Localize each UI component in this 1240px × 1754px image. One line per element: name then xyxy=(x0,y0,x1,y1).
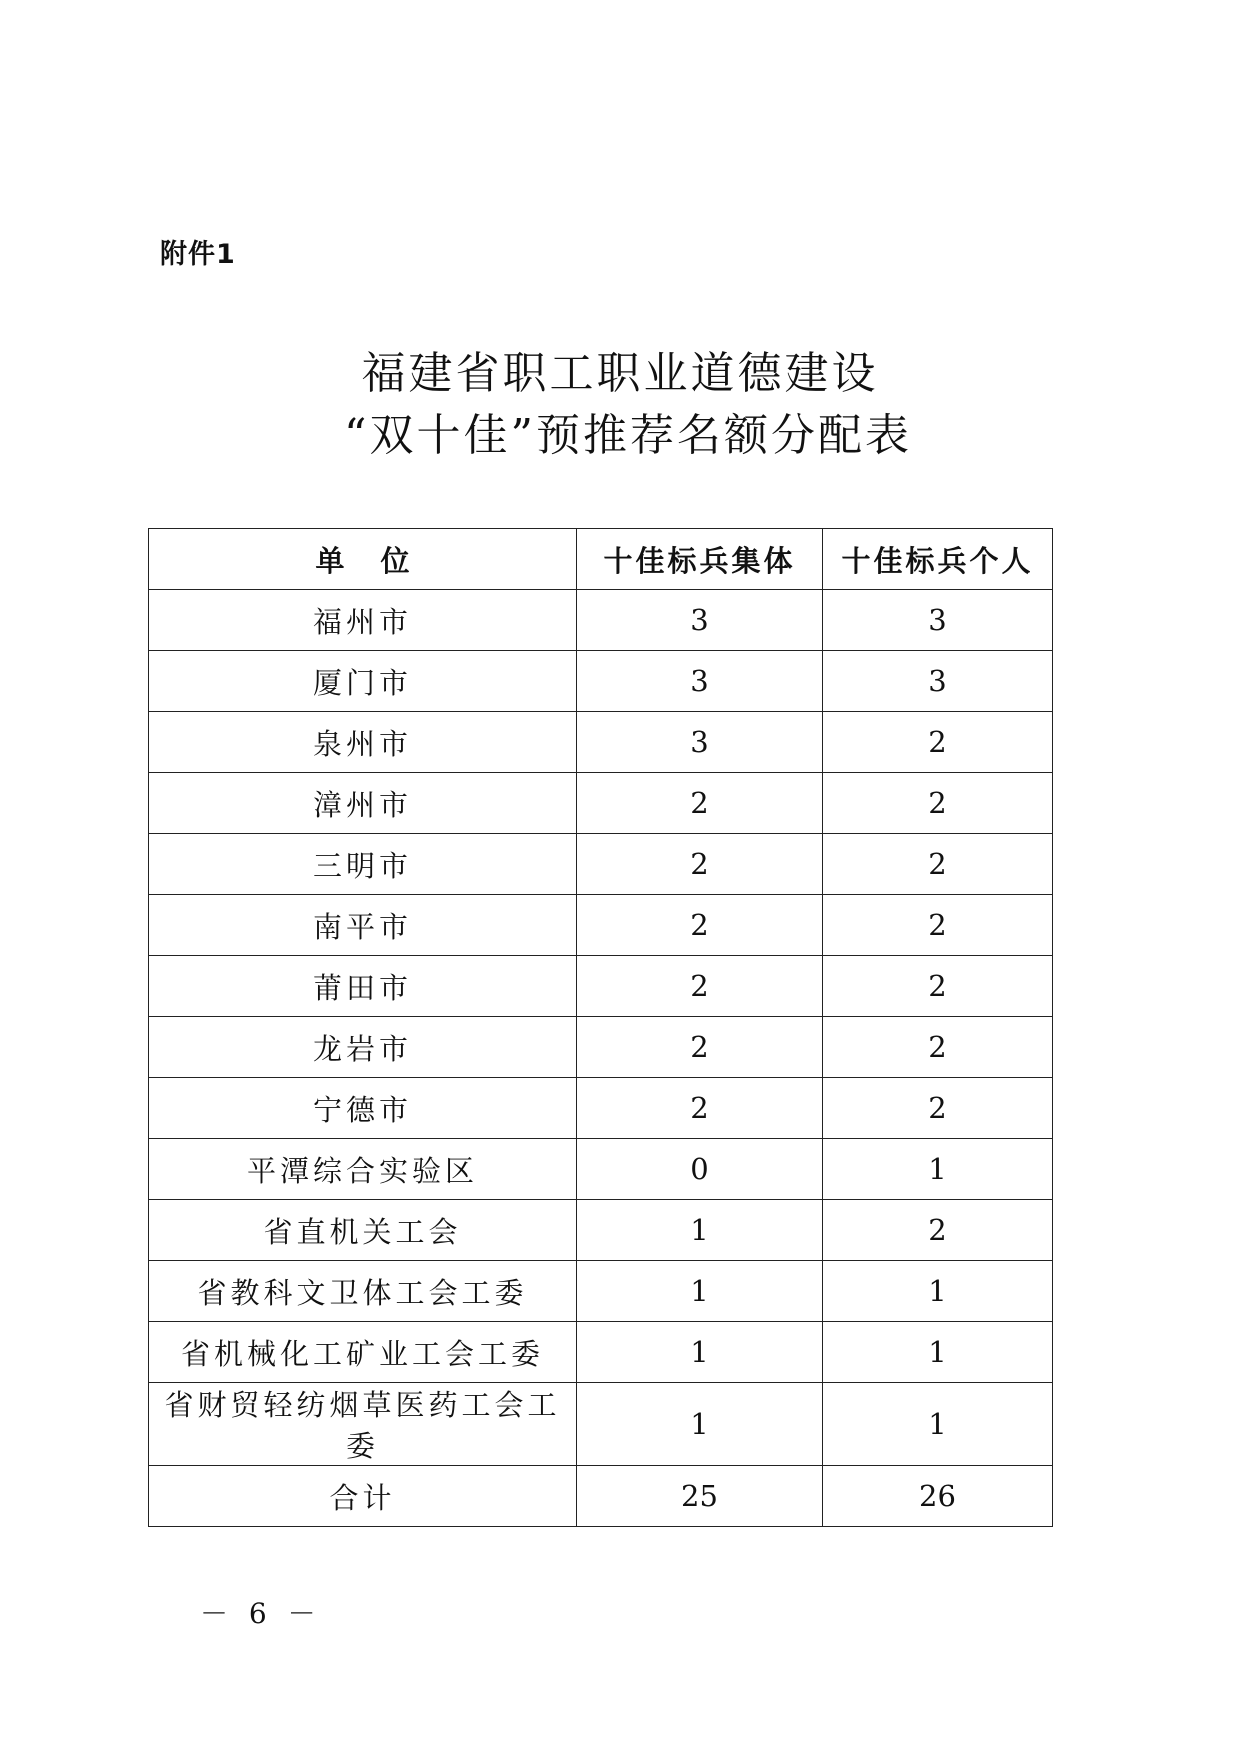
individual-cell: 2 xyxy=(823,712,1053,773)
total-individual-cell: 26 xyxy=(823,1466,1053,1527)
table-row xyxy=(149,712,1053,773)
table-row xyxy=(149,1322,1053,1383)
collective-cell: 1 xyxy=(577,1322,823,1383)
document-title-line2: “双十佳”预推荐名额分配表 xyxy=(344,410,912,461)
collective-cell: 3 xyxy=(577,590,823,651)
individual-cell: 1 xyxy=(823,1383,1053,1466)
collective-cell: 3 xyxy=(577,651,823,712)
attachment-label: 附件1 xyxy=(160,239,236,270)
unit-cell: 南平市 xyxy=(149,895,577,956)
unit-cell: 三明市 xyxy=(149,834,577,895)
collective-cell: 2 xyxy=(577,1078,823,1139)
individual-cell: 2 xyxy=(823,895,1053,956)
collective-cell: 2 xyxy=(577,1017,823,1078)
individual-cell: 2 xyxy=(823,956,1053,1017)
header-individual: 十佳标兵个人 xyxy=(823,529,1053,590)
individual-cell: 1 xyxy=(823,1261,1053,1322)
unit-cell: 漳州市 xyxy=(149,773,577,834)
table-row xyxy=(149,1383,1053,1466)
collective-cell: 3 xyxy=(577,712,823,773)
table-row xyxy=(149,651,1053,712)
collective-cell: 1 xyxy=(577,1383,823,1466)
collective-cell: 0 xyxy=(577,1139,823,1200)
header-unit: 单位 xyxy=(149,529,577,590)
individual-cell: 2 xyxy=(823,1078,1053,1139)
individual-cell: 3 xyxy=(823,651,1053,712)
table-row xyxy=(149,1078,1053,1139)
individual-cell: 1 xyxy=(823,1322,1053,1383)
table-total-row xyxy=(149,1466,1053,1527)
collective-cell: 1 xyxy=(577,1200,823,1261)
individual-cell: 2 xyxy=(823,1200,1053,1261)
quota-allocation-table xyxy=(148,528,1053,1527)
total-label-cell: 合计 xyxy=(149,1466,577,1527)
collective-cell: 2 xyxy=(577,895,823,956)
unit-cell: 莆田市 xyxy=(149,956,577,1017)
unit-cell: 省教科文卫体工会工委 xyxy=(149,1261,577,1322)
table-row xyxy=(149,590,1053,651)
individual-cell: 2 xyxy=(823,1017,1053,1078)
unit-cell: 福州市 xyxy=(149,590,577,651)
collective-cell: 2 xyxy=(577,956,823,1017)
table-row xyxy=(149,1017,1053,1078)
unit-cell: 厦门市 xyxy=(149,651,577,712)
unit-cell: 省机械化工矿业工会工委 xyxy=(149,1322,577,1383)
individual-cell: 2 xyxy=(823,834,1053,895)
total-collective-cell: 25 xyxy=(577,1466,823,1527)
table-row xyxy=(149,1200,1053,1261)
page-number: － 6 － xyxy=(200,1597,322,1630)
unit-cell: 宁德市 xyxy=(149,1078,577,1139)
unit-cell: 平潭综合实验区 xyxy=(149,1139,577,1200)
collective-cell: 1 xyxy=(577,1261,823,1322)
table-row xyxy=(149,773,1053,834)
header-collective: 十佳标兵集体 xyxy=(577,529,823,590)
unit-cell: 省直机关工会 xyxy=(149,1200,577,1261)
table-header-row xyxy=(149,529,1053,590)
table-row xyxy=(149,834,1053,895)
collective-cell: 2 xyxy=(577,773,823,834)
individual-cell: 2 xyxy=(823,773,1053,834)
document-title-line1: 福建省职工职业道德建设 xyxy=(361,348,879,399)
table-row xyxy=(149,895,1053,956)
unit-cell: 省财贸轻纺烟草医药工会工委 xyxy=(149,1383,577,1466)
unit-cell: 泉州市 xyxy=(149,712,577,773)
table-row xyxy=(149,956,1053,1017)
collective-cell: 2 xyxy=(577,834,823,895)
unit-cell: 龙岩市 xyxy=(149,1017,577,1078)
table-row xyxy=(149,1261,1053,1322)
individual-cell: 3 xyxy=(823,590,1053,651)
individual-cell: 1 xyxy=(823,1139,1053,1200)
table-row xyxy=(149,1139,1053,1200)
